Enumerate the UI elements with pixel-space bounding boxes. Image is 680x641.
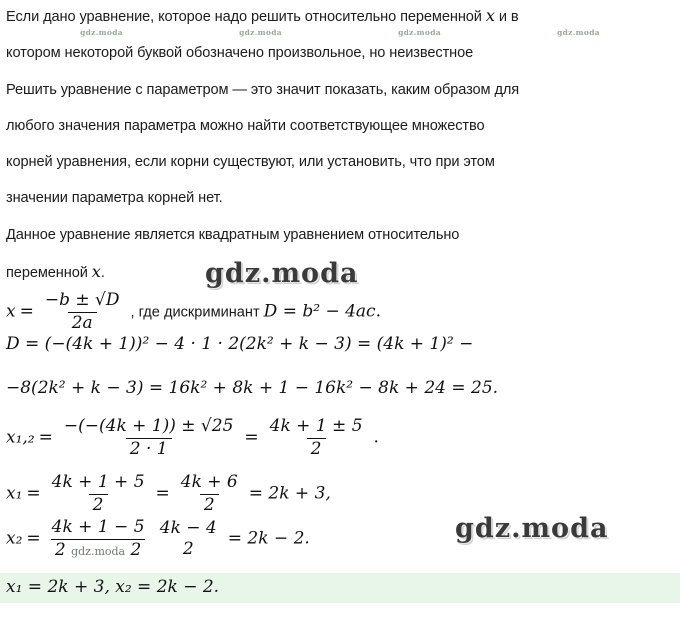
paragraph-3-line-2 [6,262,674,282]
fraction-x2-1 [48,518,149,560]
p2-line1-text: Решить уравнение с параметром — это значит показать, каким образом для [6,82,520,98]
paragraph-2-line-4 [6,189,674,207]
watermark-large-2: gdz.moda [455,513,609,544]
roots-numerator-1: −(−(4k + 1)) ± √25 [63,416,234,436]
watermark-large-1: gdz.moda [205,258,359,289]
fraction-roots-1 [60,417,238,459]
p1-variable-x: x [485,6,495,25]
x2-numerator-1: 4k + 1 − 5 [51,517,145,537]
formula-quadratic-root [6,292,674,334]
x1-equals-2: = [155,483,170,504]
roots-denominator-1: 2 · 1 [126,438,172,460]
fraction-x1-2 [177,473,242,515]
answer-text: x₁ = 2k + 3, x₂ = 2k − 2. [6,577,220,597]
discriminant-line-1-text: D = (−(4k + 1))² − 4 · 1 · 2(2k² + k − 3) = (4k + 1)² − [6,334,474,354]
p3-period: . [100,265,105,281]
answer-highlight [0,573,680,603]
p2-line3-text: корней уравнения, если корни существуют, или установить, что при этом [6,154,495,170]
paragraph-1-line-1 [6,6,674,26]
roots-denominator-2: 2 [307,438,326,460]
paragraph-2-line-1 [6,81,674,99]
watermark-row [0,28,680,37]
discriminant-line-2 [6,378,674,398]
watermark-small-3: gdz.moda [398,28,441,37]
x1-equals-1: = [26,483,41,504]
fraction-discriminant-root [41,291,124,333]
x1-numerator-1: 4k + 1 + 5 [51,472,145,492]
watermark-small-2: gdz.moda [239,28,282,37]
fraction-roots-2 [266,417,367,459]
x2-equals-1: = [26,528,41,549]
x1-line [6,474,674,516]
roots-lhs: x₁,₂ [6,427,35,448]
fraction-x1-1 [48,473,149,515]
p1-text-a: Если дано уравнение, которое надо решить относительно переменной [6,9,482,25]
paragraph-2-line-3 [6,153,674,171]
p3-line1-text: Данное уравнение является квадратным уравнением относительно [6,227,460,243]
x2-line [6,519,674,561]
x1-denominator-1: 2 [89,494,108,516]
paragraph-3-line-1 [6,226,674,244]
p3-variable-x: x [91,262,101,281]
watermark-small-4: gdz.moda [557,28,600,37]
paragraph-2-line-2 [6,117,674,135]
x1-value: = 2k + 3, [248,483,331,504]
formula-x-lhs: x [6,301,16,322]
p1-line2-text: котором некоторой буквой обозначено произвольное, но неизвестное [6,45,474,61]
x2-numerator-2: 4k − 4 [159,517,217,538]
formula-x-equals: = [19,301,34,322]
x1-numerator-2: 4k + 6 [180,472,238,492]
p3-line2-text: переменной [6,265,88,281]
discriminant-line-2-text: −8(2k² + k − 3) = 16k² + 8k + 1 − 16k² − 8k + 24 = 25. [6,378,499,398]
x2-lhs: x₂ [6,528,23,549]
p1-text-b: и в [498,9,519,25]
x2-denominator-1: 2 gdz.moda 2 [51,539,146,561]
roots-numerator-2: 4k + 1 ± 5 [269,416,363,436]
p2-line2-text: любого значения параметра можно найти соответствующее множество [6,118,485,134]
fraction-x2-2 [156,519,221,560]
x2-denominator-2: 2 [182,539,194,560]
p2-line4-text: значении параметра корней нет. [6,190,223,206]
watermark-small-1: gdz.moda [80,28,123,37]
x1-denominator-2: 2 [200,494,219,516]
roots-equals-1: = [38,427,53,448]
fraction-denominator: 2a [68,312,97,334]
paragraph-1-line-2 [6,44,674,62]
formula-discriminant-def: D = b² − 4ac. [263,301,381,322]
formula-where-text: , где дискриминант [130,304,260,321]
roots-equals-2: = [244,427,259,448]
discriminant-line-1 [6,334,674,354]
roots-period: . [373,427,379,448]
x1-lhs: x₁ [6,483,23,504]
watermark-inline: gdz.moda [71,544,126,558]
fraction-numerator: −b ± √D [44,290,120,310]
roots-general-line [6,418,674,460]
x2-value: = 2k − 2. [227,528,310,549]
